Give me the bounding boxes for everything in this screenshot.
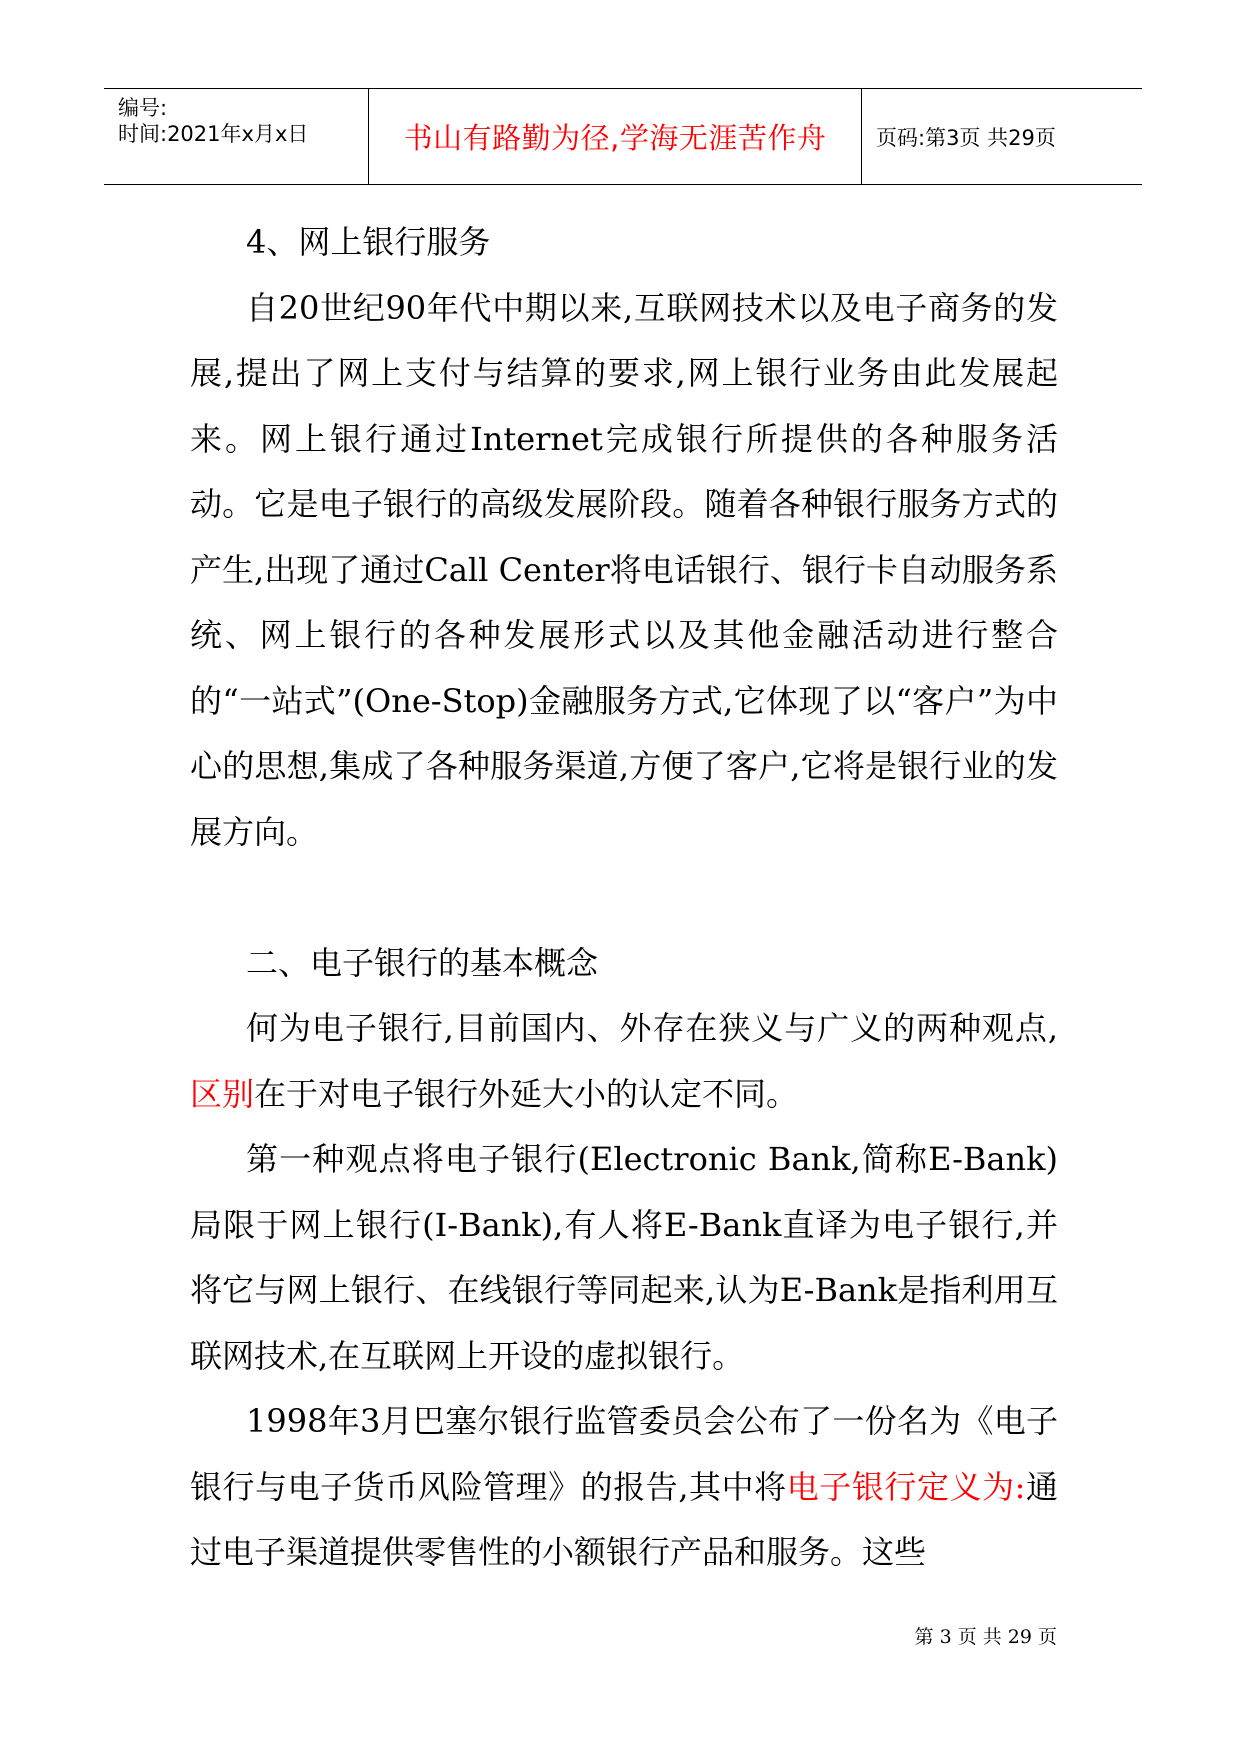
page-header <box>104 88 1142 185</box>
highlight-text: 区别 <box>190 1074 255 1113</box>
header-right-cell <box>862 89 1142 184</box>
section-heading-2: 二、电子银行的基本概念 <box>246 943 599 982</box>
header-left-cell <box>104 89 369 184</box>
paragraph-text: 在于对电子银行外延大小的认定不同。 <box>254 1074 799 1113</box>
highlight-text: 电子银行定义为: <box>786 1467 1026 1506</box>
paragraph-text: 何为电子银行,目前国内、外存在狭义与广义的两种观点, <box>246 1009 1058 1047</box>
number-label: 编号: <box>118 96 168 120</box>
paragraph-first-view: 第一种观点将电子银行(Electronic Bank,简称E-Bank)局限于网上银行(I-Bank),有人将E-Bank直译为电子银行,并将它与网上银行、在线银行等同起来,认为E-Bank是指利用互联网技术,在互联网上开设的虚拟银行。 <box>190 1140 1058 1375</box>
paragraph-text: 通过电子渠道提供零售性的小额银行产品和服务。这些 <box>190 1467 1058 1571</box>
paragraph-basel-report <box>190 1389 1058 1586</box>
time-label: 时间:2021年x月x日 <box>118 122 309 146</box>
header-middle-cell <box>369 89 862 184</box>
paragraph-online-banking: 自20世纪90年代中期以来,互联网技术以及电子商务的发展,提出了网上支付与结算的要求,网上银行业务由此发展起来。网上银行通过Internet完成银行所提供的各种服务活动。它是电子银行的高级发展阶段。随着各种银行服务方式的产生,出现了通过Call Center将电话银行、银行卡自动服务系统、网上银行的各种发展形式以及其他金融活动进行整合的“一站式”(One-Stop)金融服务方式,它体现了以“客户”为中心的思想,集成了各种服务渠道,方便了客户,它将是银行业的发展方向。 <box>190 288 1058 851</box>
section-heading-4: 4、网上银行服务 <box>246 223 491 261</box>
page-footer: 第 3 页 共 29 页 <box>914 1626 1057 1648</box>
paragraph-text: 1998年3月巴塞尔银行监管委员会公布了一份名为《电子银行与电子货币风险管理》的报告,其中将 <box>190 1402 1058 1506</box>
blank-line <box>190 865 1058 931</box>
paragraph-definition-views <box>190 996 1058 1127</box>
page-code: 页码:第3页 共29页 <box>876 125 1056 150</box>
motto: 书山有路勤为径,学海无涯苦作舟 <box>403 121 827 155</box>
document-body <box>190 210 1058 1586</box>
